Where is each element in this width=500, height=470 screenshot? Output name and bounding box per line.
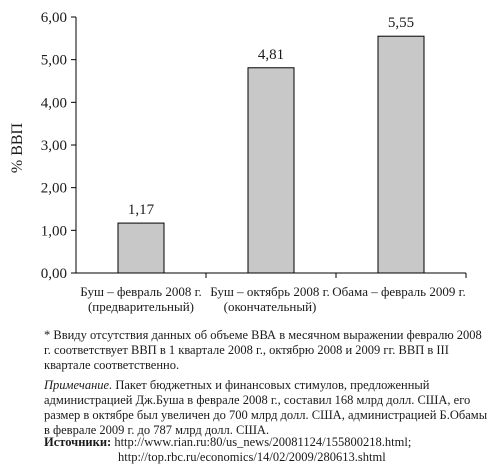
y-tick-label: 4,00	[40, 95, 67, 112]
data-label-1: 1,17	[127, 202, 155, 219]
bar-1	[118, 223, 164, 273]
data-label-3: 5,55	[387, 15, 415, 32]
y-tick-label: 3,00	[40, 138, 67, 154]
category-label-line-2: (окончательный)	[223, 299, 317, 314]
sources-label: Источники:	[44, 435, 112, 449]
y-tick-label: 5,00	[40, 52, 67, 69]
remark	[44, 378, 490, 438]
category-label-bush-feb-2008	[66, 284, 216, 314]
bars-group	[118, 36, 424, 273]
category-label-line-1: Обама – февраль 2009 г.	[332, 284, 466, 299]
bar-2	[248, 68, 294, 273]
bar-3	[378, 36, 424, 273]
y-tick-label: 0,00	[40, 266, 67, 282]
remark-label: Примечание.	[44, 378, 113, 392]
data-label-2: 4,81	[257, 46, 285, 63]
category-label-line-2: (предварительный)	[87, 299, 195, 314]
y-axis-title: % ВВП	[9, 122, 26, 174]
source-link-2[interactable]: http://top.rbc.ru/economics/14/02/2009/280613.shtml	[118, 450, 386, 464]
remark-text: Пакет бюджетных и финансовых стимулов, предложенный администрацией Дж.Буша в феврале 2008 г., составил 168 млрд долл. США, его размер в октябре был увеличен до 700 млрд долл. США, администрацией Б.Обамы в феврале 2009 г. до 787 млрд долл. США.	[44, 378, 488, 437]
y-tick-label: 2,00	[40, 180, 67, 197]
category-label-line-1: Буш – октябрь 2008 г.	[210, 284, 330, 299]
y-tick-label: 6,00	[40, 10, 67, 26]
footnote: * Ввиду отсутствия данных об объеме ВВА в месячном выражении февралю 2008 г. соответствует ВВП в 1 квартале 2008 г., октябрю 2008 и 2009 гг. ВВП в III квартале соответственно.	[44, 328, 482, 372]
category-label-bush-oct-2008	[195, 284, 345, 314]
category-label-line-1: Буш – февраль 2008 г.	[80, 284, 202, 299]
y-tick-label: 1,00	[40, 223, 67, 240]
source-link-1[interactable]: http://www.rian.ru:80/us_news/20081124/155800218.html;	[111, 435, 412, 449]
category-label-obama-feb-2009	[324, 284, 474, 299]
sources	[44, 435, 490, 465]
